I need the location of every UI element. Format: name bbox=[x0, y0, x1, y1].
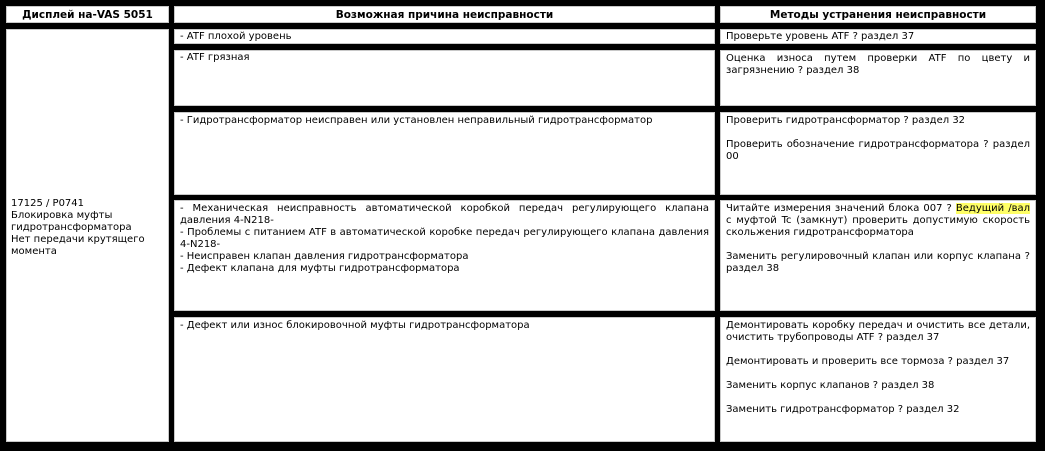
fault-cell bbox=[6, 29, 169, 442]
fault-desc-line: Нет передачи крутящего bbox=[11, 234, 145, 245]
fix-paragraph: Заменить корпус клапанов ? раздел 38 bbox=[726, 380, 935, 391]
fault-code: 17125 / P0741 bbox=[11, 198, 85, 209]
cause-line: - Гидротрансформатор неисправен или установлен неправильный гидротрансформатор bbox=[180, 115, 653, 126]
header-display: Дисплей на-VAS 5051 bbox=[6, 6, 169, 23]
header-fix: Методы устранения неисправности bbox=[720, 6, 1036, 23]
fix-paragraph: Проверьте уровень ATF ? раздел 37 bbox=[726, 31, 915, 42]
cause-line: - Неисправен клапан давления гидротрансформатора bbox=[180, 251, 469, 262]
fix-paragraph: Проверить обозначение гидротрансформатора ? раздел 00 bbox=[726, 139, 1030, 162]
fault-desc-line: гидротрансформатора bbox=[11, 222, 132, 233]
highlighted-text: Ведущий /вал bbox=[955, 203, 1030, 214]
cause-cell bbox=[174, 29, 715, 44]
fix-cell bbox=[720, 317, 1036, 442]
fix-paragraph: Заменить гидротрансформатор ? раздел 32 bbox=[726, 404, 960, 415]
cause-line: - Проблемы с питанием ATF в автоматической коробке передач регулирующего клапана давления 4-N218- bbox=[180, 227, 709, 250]
cause-line: - ATF плохой уровень bbox=[180, 31, 292, 42]
cause-line: - ATF грязная bbox=[180, 52, 250, 63]
header-cause: Возможная причина неисправности bbox=[174, 6, 715, 23]
fix-rest: с муфтой Tc (замкнут) проверить допустимую скорость скольжения гидротрансформатора bbox=[726, 215, 1030, 238]
cause-line: - Дефект клапана для муфты гидротрансформатора bbox=[180, 263, 460, 274]
fault-desc-line: Блокировка муфты bbox=[11, 210, 113, 221]
cause-cell bbox=[174, 112, 715, 195]
cause-line: - Механическая неисправность автоматической коробкой передач регулирующего клапана давления 4-N218- bbox=[180, 203, 709, 226]
fix-paragraph: Демонтировать и проверить все тормоза ? раздел 37 bbox=[726, 356, 1010, 367]
fix-paragraph: Проверить гидротрансформатор ? раздел 32 bbox=[726, 115, 966, 126]
fix-paragraph bbox=[726, 203, 1030, 239]
cause-cell bbox=[174, 317, 715, 442]
cause-cell bbox=[174, 50, 715, 106]
cause-line: - Дефект или износ блокировочной муфты гидротрансформатора bbox=[180, 320, 530, 331]
fix-cell bbox=[720, 200, 1036, 311]
fault-desc-line: момента bbox=[11, 246, 57, 257]
fix-paragraph: Заменить регулировочный клапан или корпус клапана ? раздел 38 bbox=[726, 251, 1030, 274]
cause-cell bbox=[174, 200, 715, 311]
fix-intro: Читайте измерения значений блока 007 ? bbox=[726, 203, 956, 214]
fix-cell bbox=[720, 29, 1036, 44]
fix-cell bbox=[720, 112, 1036, 195]
fix-paragraph: Демонтировать коробку передач и очистить все детали, очистить трубопроводы ATF ? раздел 37 bbox=[726, 320, 1030, 343]
fix-paragraph: Оценка износа путем проверки ATF по цвету и загрязнению ? раздел 38 bbox=[726, 53, 1030, 76]
fix-cell bbox=[720, 50, 1036, 106]
